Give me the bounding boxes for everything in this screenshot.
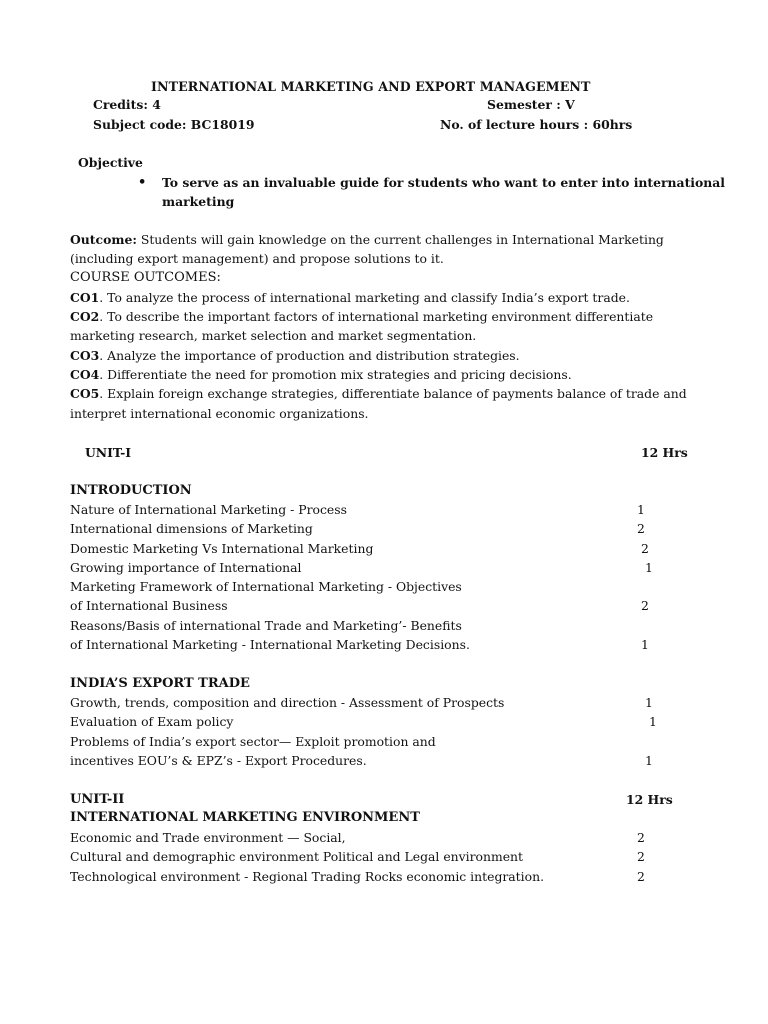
list-item-topic: Reasons/Basis of international Trade and Marketing’- Benefits: [70, 618, 462, 633]
outcome-label: Outcome:: [70, 232, 137, 247]
list-item-topic: Cultural and demographic environment Political and Legal environment: [70, 849, 524, 864]
list-item-hours: 2: [637, 849, 645, 864]
list-item-topic: of International Marketing - International Marketing Decisions.: [70, 637, 470, 652]
list-item-topic: Growing importance of International: [70, 560, 302, 575]
objective-text-line1: To serve as an invaluable guide for students who want to enter into international: [162, 175, 726, 190]
list-item-topic: Marketing Framework of International Marketing - Objectives: [70, 579, 462, 594]
marketing-environment-heading: INTERNATIONAL MARKETING ENVIRONMENT: [70, 810, 420, 825]
list-item-hours: 2: [637, 830, 645, 845]
outcome-line2: (including export management) and propose solutions to it.: [70, 251, 444, 266]
list-item-topic: Nature of International Marketing - Process: [70, 502, 347, 517]
co3-line: [70, 348, 520, 364]
co5-label: CO5: [70, 386, 100, 401]
semester-label: Semester : V: [487, 97, 575, 112]
outcome-line1: [70, 232, 664, 248]
list-item-hours: 1: [645, 560, 653, 575]
list-item-hours: 1: [641, 637, 649, 652]
unit2-hours: 12 Hrs: [626, 792, 673, 807]
introduction-heading: INTRODUCTION: [70, 483, 192, 498]
unit1-label: UNIT-I: [85, 445, 132, 460]
list-item-hours: 1: [645, 753, 653, 768]
co2-text: . To describe the important factors of international marketing environment differentiate: [99, 309, 654, 324]
co2-label: CO2: [70, 309, 100, 324]
unit1-hours: 12 Hrs: [641, 445, 688, 460]
list-item-hours: 1: [649, 714, 657, 729]
list-item-hours: 2: [641, 598, 649, 613]
objective-heading: Objective: [78, 155, 143, 170]
list-item-hours: 2: [637, 521, 645, 536]
co4-text: . Differentiate the need for promotion mix strategies and pricing decisions.: [99, 367, 572, 382]
co3-text: . Analyze the importance of production and distribution strategies.: [99, 348, 520, 363]
list-item-topic: Economic and Trade environment — Social,: [70, 830, 346, 845]
co1-line: [70, 290, 630, 306]
list-item-topic: International dimensions of Marketing: [70, 521, 313, 536]
credits-label: Credits: 4: [93, 97, 161, 112]
co2-line: [70, 309, 653, 325]
co5-line2: interpret international economic organizations.: [70, 406, 369, 421]
subject-code-label: Subject code: BC18019: [93, 117, 255, 132]
co2-line2: marketing research, market selection and market segmentation.: [70, 328, 477, 343]
export-trade-heading: INDIA’S EXPORT TRADE: [70, 676, 250, 691]
list-item-topic: Evaluation of Exam policy: [70, 714, 234, 729]
list-item-hours: 1: [637, 502, 645, 517]
list-item-hours: 2: [637, 869, 645, 884]
bullet-icon: •: [138, 175, 147, 190]
list-item-hours: 1: [645, 695, 653, 710]
co3-label: CO3: [70, 348, 100, 363]
co4-label: CO4: [70, 367, 100, 382]
co4-line: [70, 367, 572, 383]
co1-text: . To analyze the process of international marketing and classify India’s export trade.: [99, 290, 630, 305]
outcome-text: Students will gain knowledge on the current challenges in International Marketing: [136, 232, 664, 247]
lecture-hours-label: No. of lecture hours : 60hrs: [440, 117, 633, 132]
co1-label: CO1: [70, 290, 100, 305]
unit2-label: UNIT-II: [70, 792, 125, 807]
co5-line: [70, 386, 687, 402]
list-item-topic: Domestic Marketing Vs International Marketing: [70, 541, 374, 556]
document-title: INTERNATIONAL MARKETING AND EXPORT MANAGEMENT: [151, 79, 591, 94]
list-item-topic: Technological environment - Regional Trading Rocks economic integration.: [70, 869, 545, 884]
course-outcomes-heading: COURSE OUTCOMES:: [70, 270, 221, 285]
objective-text-line2: marketing: [162, 194, 235, 209]
list-item-topic: of International Business: [70, 598, 228, 613]
list-item-topic: incentives EOU’s & EPZ’s - Export Procedures.: [70, 753, 367, 768]
list-item-topic: Growth, trends, composition and direction - Assessment of Prospects: [70, 695, 505, 710]
co5-text: . Explain foreign exchange strategies, differentiate balance of payments balance of trade and: [99, 386, 687, 401]
list-item-topic: Problems of India’s export sector— Exploit promotion and: [70, 734, 436, 749]
list-item-hours: 2: [641, 541, 649, 556]
